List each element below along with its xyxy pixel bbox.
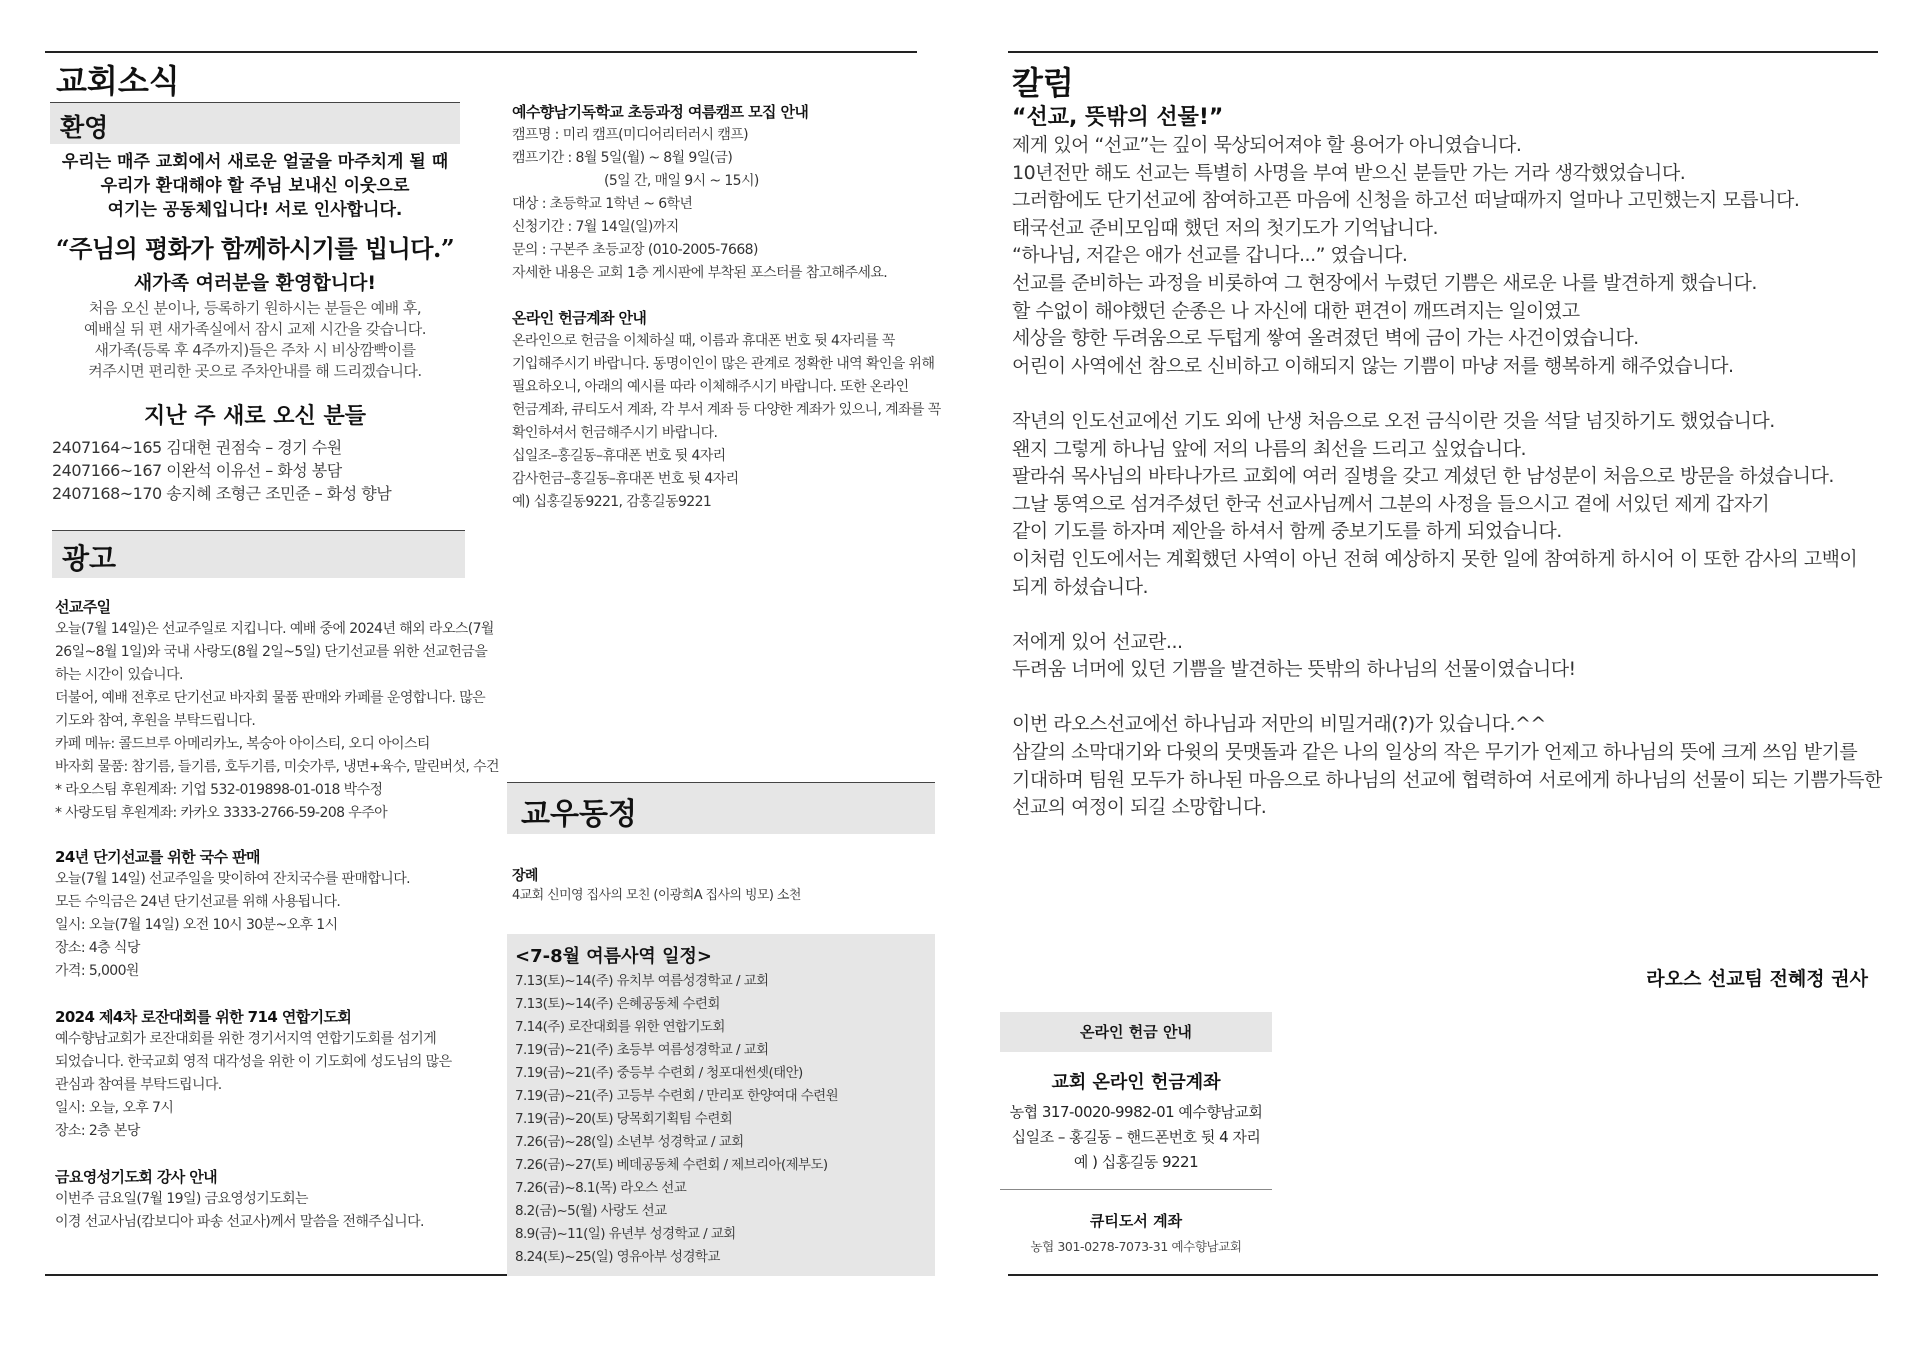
qt-account-title: 큐티도서 계좌: [1089, 1212, 1183, 1230]
camp-title: 예수향남기독학교 초등과정 여름캠프 모집 안내: [512, 103, 809, 121]
online-giving-line: 필요하오니, 아래의 예시를 따라 이체해주시기 바랍니다. 또한 온라인: [512, 379, 909, 395]
column-line: 작년의 인도선교에선 기도 외에 난생 처음으로 오전 금식이란 것을 석달 넘짓하기도 했었습니다.: [1012, 409, 1775, 432]
column-paragraph: [1012, 629, 1882, 684]
ad-block-body: [55, 1028, 475, 1143]
ad-line: 모든 수익금은 24년 단기선교를 위해 사용됩니다.: [55, 894, 341, 910]
top-rule-left: [45, 51, 917, 53]
ad-line: 오늘(7월 14일) 선교주일을 맞이하여 잔치국수를 판매합니다.: [55, 871, 410, 887]
last-week-entry: 2407164~165 김대현 권점숙 – 경기 수원: [52, 438, 342, 457]
welcome-intro-line: 여기는 공동체입니다! 서로 인사합니다.: [107, 200, 403, 220]
ad-block-body: [55, 868, 475, 983]
camp-line: 대상 : 초등학교 1학년 ~ 6학년: [512, 196, 693, 212]
new-family-line: 예배실 뒤 편 새가족실에서 잠시 교제 시간을 갖습니다.: [84, 320, 426, 338]
schedule-item: 7.13(토)~14(주) 유치부 여름성경학교 / 교회: [515, 973, 769, 989]
welcome-intro-line: 우리가 환대해야 할 주님 보내신 이웃으로: [100, 176, 410, 196]
ad-line: 하는 시간이 있습니다.: [55, 667, 183, 683]
schedule-item: 7.26(금)~27(토) 베데공동체 수련회 / 제브리아(제부도): [515, 1157, 828, 1173]
giving-account-line: 십일조 – 홍길동 – 핸드폰번호 뒷 4 자리: [1011, 1128, 1261, 1146]
column-line: 제게 있어 “선교”는 깊이 묵상되어져야 할 용어가 아니였습니다.: [1012, 134, 1522, 156]
column-line: 기대하며 팀원 모두가 하나된 마음으로 하나님의 선교에 협력하여 서로에게 하나님의 선물이 되는 기쁨가득한: [1012, 768, 1882, 791]
ad-block-body: [55, 1188, 475, 1234]
column-paragraph: [1012, 132, 1882, 380]
column-line: 같이 기도를 하자며 제안을 하셔서 함께 중보기도를 하게 되었습니다.: [1012, 520, 1562, 543]
online-giving-line: 온라인으로 헌금을 이체하실 때, 이름과 휴대폰 번호 뒷 4자리를 꼭: [512, 333, 895, 349]
column-line: 그러함에도 단기선교에 참여하고픈 마음에 신청을 하고선 떠날때까지 얼마나 고민했는지 모릅니다.: [1012, 189, 1800, 212]
online-giving-line: 십일조–홍길동–휴대폰 번호 뒷 4자리: [512, 448, 726, 464]
giving-divider: [1000, 1189, 1272, 1190]
ad-line: 더불어, 예배 전후로 단기선교 바자회 물품 판매와 카페를 운영합니다. 많은: [55, 690, 486, 706]
paragraph-gap: [1012, 684, 1882, 712]
camp-notice: [512, 100, 930, 285]
giving-box: [1000, 1012, 1272, 1255]
paragraph-gap: [1012, 380, 1882, 408]
last-week-entry: 2407166~167 이완석 이유선 – 화성 봉담: [52, 461, 342, 480]
online-giving-line: 헌금계좌, 큐티도서 계좌, 각 부서 계좌 등 다양한 계좌가 있으니, 계좌를 꼭: [512, 402, 941, 418]
schedule-item: 8.2(금)~5(월) 사랑도 선교: [515, 1203, 667, 1219]
giving-account-lines: [1000, 1100, 1272, 1175]
column-line: 왠지 그렇게 하나님 앞에 저의 나름의 최선을 드리고 싶었습니다.: [1012, 437, 1527, 460]
schedule-item: 7.13(토)~14(주) 은혜공동체 수련회: [515, 996, 720, 1012]
ad-line: 바자회 물품: 참기름, 들기름, 호두기름, 미숫가루, 냉면+육수, 말린버섯, 수건: [55, 759, 499, 775]
camp-line: 문의 : 구본주 초등교장 (010-2005-7668): [512, 242, 758, 258]
top-rule-right: [1008, 51, 1878, 53]
online-giving-title: 온라인 헌금계좌 안내: [512, 309, 647, 327]
new-family-text: [50, 298, 460, 382]
ad-block-lausanne-prayer: [55, 1006, 475, 1143]
section-title-church-news: 교회소식: [56, 62, 180, 100]
last-week-entry: 2407168~170 송지혜 조형근 조민준 – 화성 향남: [52, 484, 392, 503]
online-giving-line: 확인하셔서 헌금해주시기 바랍니다.: [512, 425, 718, 441]
giving-account-line: 농협 317-0020-9982-01 예수향남교회: [1009, 1103, 1263, 1121]
column-line: 선교의 여정이 되길 소망합니다.: [1012, 796, 1267, 819]
qt-account-line: 농협 301-0278-7073-31 예수향남교회: [1030, 1239, 1242, 1254]
online-giving-line: 예) 십홍길동9221, 감홍길동9221: [512, 494, 712, 510]
ad-line: 일시: 오늘(7월 14일) 오전 10시 30분~오후 1시: [55, 917, 338, 933]
camp-body: [512, 124, 930, 285]
column-title: “선교, 뜻밖의 선물!”: [1012, 105, 1224, 130]
camp-line: (5일 간, 매일 9시 ~ 15시): [604, 173, 759, 189]
online-giving-line: 감사헌금–홍길동–휴대폰 번호 뒷 4자리: [512, 471, 739, 487]
column-line: “하나님, 저같은 애가 선교를 갑니다...” 였습니다.: [1012, 244, 1408, 267]
column-line: 어린이 사역에선 참으로 신비하고 이해되지 않는 기쁨이 마냥 저를 행복하게 해주었습니다.: [1012, 354, 1734, 377]
ad-line: 가격: 5,000원: [55, 963, 139, 979]
welcome-intro-line: 우리는 매주 교회에서 새로운 얼굴을 마주치게 될 때: [61, 152, 449, 172]
column-line: 팔라쉬 목사님의 바타나가르 교회에 여러 질병을 갖고 계셨던 한 남성분이 처음으로 방문을 하셨습니다.: [1012, 465, 1834, 488]
ad-block-mission-sunday: [55, 596, 499, 825]
new-family-title: 새가족 여러분을 환영합니다!: [133, 272, 377, 294]
giving-account-title: 교회 온라인 헌금계좌: [1051, 1072, 1221, 1093]
funeral-text: 4교회 신미영 집사의 모친 (이광희A 집사의 빙모) 소천: [512, 888, 801, 903]
column-line: 할 수없이 해야했던 순종은 나 자신에 대한 편견이 깨뜨려지는 일이였고: [1012, 299, 1580, 322]
schedule-item: 7.19(금)~21(주) 초등부 여름성경학교 / 교회: [515, 1042, 769, 1058]
ads-heading-bar: [52, 530, 465, 578]
ad-line: 장소: 4층 식당: [55, 940, 140, 956]
funeral-notice: [512, 866, 930, 906]
column-line: 이처럼 인도에서는 계획했던 사역이 아닌 전혀 예상하지 못한 일에 참여하게 하시어 이 또한 감사의 고백이: [1012, 547, 1858, 570]
ad-line: 이경 선교사님(캄보디아 파송 선교사)께서 말씀을 전해주십니다.: [55, 1214, 424, 1230]
ad-line: 되었습니다. 한국교회 영적 대각성을 위한 이 기도회에 성도님의 많은: [55, 1054, 452, 1070]
column-line: 선교를 준비하는 과정을 비롯하여 그 현장에서 누렸던 기쁨은 새로운 나를 발견하게 했습니다.: [1012, 271, 1757, 294]
column-body: [1012, 132, 1882, 822]
column-line: 세상을 향한 두려움으로 두텁게 쌓여 올려졌던 벽에 금이 가는 사건이였습니다.: [1012, 327, 1639, 350]
ad-block-friday-prayer: [55, 1166, 475, 1234]
ad-block-body: [55, 618, 499, 825]
column-section-title: 칼럼: [1012, 64, 1074, 102]
ad-block-noodle-sale: [55, 846, 475, 983]
welcome-intro: [50, 150, 460, 222]
ad-block-title: 금요영성기도회 강사 안내: [55, 1168, 218, 1186]
column-author: 라오스 선교팀 전혜정 권사: [1646, 968, 1868, 990]
schedule-item: 7.19(금)~21(주) 고등부 수련회 / 만리포 한양여대 수련원: [515, 1088, 839, 1104]
giving-account-line: 예 ) 십홍길동 9221: [1073, 1153, 1199, 1171]
online-giving-line: 기입해주시기 바랍니다. 동명이인이 많은 관계로 정확한 내역 확인을 위해: [512, 356, 935, 372]
ad-line: 기도와 참여, 후원을 부탁드립니다.: [55, 713, 256, 729]
online-giving-notice: [512, 306, 941, 514]
camp-line: 신청기간 : 7월 14일(일)까지: [512, 219, 679, 235]
summer-schedule-title: <7-8월 여름사역 일정>: [515, 946, 712, 967]
new-family-line: 새가족(등록 후 4주까지)들은 주차 시 비상깜빡이를: [94, 341, 416, 359]
last-week-title: 지난 주 새로 오신 분들: [144, 404, 366, 429]
members-heading-bar: [507, 782, 935, 834]
summer-schedule-list: [515, 970, 838, 1269]
ad-line: 이번주 금요일(7월 19일) 금요영성기도회는: [55, 1191, 308, 1207]
ad-block-title: 선교주일: [55, 598, 111, 616]
giving-header-label: 온라인 헌금 안내: [1080, 1023, 1192, 1041]
camp-line: 캠프명 : 미리 캠프(미디어리터러시 캠프): [512, 127, 749, 143]
ad-line: 관심과 참여를 부탁드립니다.: [55, 1077, 222, 1093]
summer-schedule-box: [507, 934, 935, 1276]
schedule-item: 7.14(주) 로잔대회를 위한 연합기도회: [515, 1019, 725, 1035]
column-paragraph: [1012, 408, 1882, 601]
column-line: 저에게 있어 선교란...: [1012, 630, 1183, 653]
ad-line: 장소: 2층 본당: [55, 1123, 140, 1139]
online-giving-body: [512, 330, 941, 514]
paragraph-gap: [1012, 601, 1882, 629]
column-paragraph: [1012, 711, 1882, 821]
ads-heading: 광고: [62, 542, 117, 575]
schedule-item: 7.19(금)~21(주) 중등부 수련회 / 청포대썬셋(태안): [515, 1065, 803, 1081]
ad-block-title: 24년 단기선교를 위한 국수 판매: [55, 848, 260, 866]
welcome-heading-bar: [50, 102, 460, 144]
bottom-rule-right: [1008, 1274, 1878, 1276]
schedule-item: 8.9(금)~11(일) 유년부 성경학교 / 교회: [515, 1226, 736, 1242]
ad-line: 카페 메뉴: 콜드브루 아메리카노, 복숭아 아이스티, 오디 아이스티: [55, 736, 430, 752]
new-family-line: 처음 오신 분이나, 등록하기 원하시는 분들은 예배 후,: [88, 299, 422, 317]
ad-line: 26일~8월 1일)와 국내 사랑도(8월 2일~5일) 단기선교를 위한 선교헌금을: [55, 644, 488, 660]
ad-line: 일시: 오늘, 오후 7시: [55, 1100, 174, 1116]
giving-header: [1000, 1012, 1272, 1052]
column-line: 10년전만 해도 선교는 특별히 사명을 부여 받으신 분들만 가는 거라 생각했었습니다.: [1012, 161, 1686, 184]
ad-line: 오늘(7월 14일)은 선교주일로 지킵니다. 예배 중에 2024년 해외 라오스(7월: [55, 621, 494, 637]
new-family-line: 켜주시면 편리한 곳으로 주차안내를 해 드리겠습니다.: [88, 362, 422, 380]
last-week-entries: [52, 436, 391, 505]
camp-line: 자세한 내용은 교회 1층 게시판에 부착된 포스터를 참고해주세요.: [512, 265, 888, 281]
ad-line: * 라오스팀 후원계좌: 기업 532-019898-01-018 박수정: [55, 782, 383, 798]
column-line: 두려움 너머에 있던 기쁨을 발견하는 뜻밖의 하나님의 선물이였습니다!: [1012, 658, 1576, 681]
schedule-item: 7.26(금)~8.1(목) 라오스 선교: [515, 1180, 687, 1196]
funeral-title: 장례: [512, 868, 538, 884]
column-line: 삼갈의 소막대기와 다윗의 뭇맷돌과 같은 나의 일상의 작은 무기가 언제고 하나님의 뜻에 크게 쓰임 받기를: [1012, 741, 1858, 764]
column-line: 태국선교 준비모임때 했던 저의 첫기도가 기억납니다.: [1012, 216, 1439, 239]
column-line: 이번 라오스선교에선 하나님과 저만의 비밀거래(?)가 있습니다.^^: [1012, 713, 1546, 736]
peace-greeting: “주님의 평화가 함께하시기를 빕니다.”: [55, 234, 455, 263]
welcome-heading: 환영: [60, 113, 109, 142]
ad-block-title: 2024 제4차 로잔대회를 위한 714 연합기도회: [55, 1008, 352, 1026]
schedule-item: 7.19(금)~20(토) 당목회기획팀 수련회: [515, 1111, 733, 1127]
schedule-item: 7.26(금)~28(일) 소년부 성경학교 / 교회: [515, 1134, 744, 1150]
ad-line: * 사랑도팀 후원계좌: 카카오 3333-2766-59-208 우주아: [55, 805, 388, 821]
members-heading: 교우동정: [521, 797, 637, 832]
column-line: 그날 통역으로 섬겨주셨던 한국 선교사님께서 그분의 사정을 들으시고 곁에 서있던 제게 갑자기: [1012, 492, 1770, 515]
column-line: 되게 하셨습니다.: [1012, 575, 1149, 598]
camp-line: 캠프기간 : 8월 5일(월) ~ 8월 9일(금): [512, 150, 733, 166]
ad-line: 예수향남교회가 로잔대회를 위한 경기서지역 연합기도회를 섬기게: [55, 1031, 437, 1047]
schedule-item: 8.24(토)~25(일) 영유아부 성경학교: [515, 1249, 720, 1265]
